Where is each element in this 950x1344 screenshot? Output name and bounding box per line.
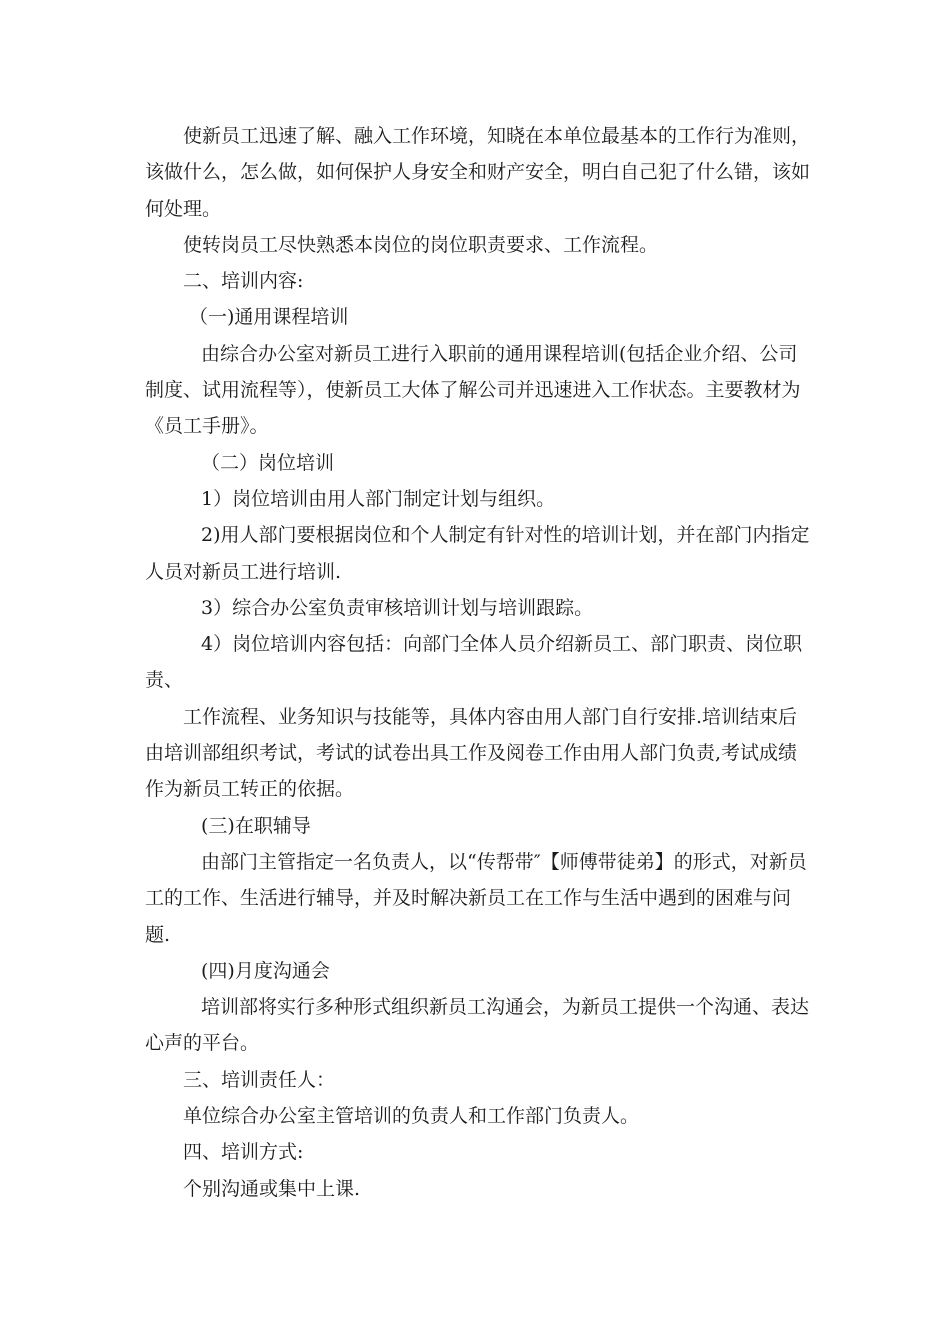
heading-training-method: 四、培训方式: [183, 1141, 304, 1164]
paragraph-position-item-4-cont: 工作流程、业务知识与技能等，具体内容由用人部门自行安排.培训结束后由培训部组织考试，考试的试卷出具工作及阅卷工作由用人部门负责,考试成绩作为新员工转正的依据。 [145, 705, 798, 801]
heading-training-content: 二、培训内容: [183, 270, 304, 293]
heading-training-responsible: 三、培训责任人： [183, 1068, 336, 1091]
paragraph-position-item-3: 3）综合办公室负责审核培训计划与培训跟踪。 [201, 596, 594, 619]
paragraph-purpose-new-staff: 使新员工迅速了解、融入工作环境，知晓在本单位最基本的工作行为准则，该做什么，怎么做，如何保护人身安全和财产安全，明白自己犯了什么错，该如何处理。 [145, 125, 811, 220]
heading-on-job-coaching: (三)在职辅导 [201, 814, 311, 837]
document-body [145, 118, 810, 1207]
heading-general-course: （一)通用课程培训 [189, 306, 349, 329]
paragraph-purpose-transfer-staff: 使转岗员工尽快熟悉本岗位的岗位职责要求、工作流程。 [183, 233, 659, 256]
paragraph-position-item-1: 1）岗位培训由用人部门制定计划与组织。 [201, 487, 556, 510]
paragraph-training-method: 个别沟通或集中上课. [183, 1177, 361, 1200]
paragraph-monthly-meeting: 培训部将实行多种形式组织新员工沟通会，为新员工提供一个沟通、表达心声的平台。 [145, 996, 810, 1055]
paragraph-position-item-4: 4）岗位培训内容包括：向部门全体人员介绍新员工、部门职责、岗位职责、 [145, 633, 803, 692]
paragraph-position-item-2: 2)用人部门要根据岗位和个人制定有针对性的培训计划，并在部门内指定人员对新员工进行培训. [145, 524, 810, 583]
heading-position-training: （二）岗位培训 [201, 451, 335, 474]
paragraph-training-responsible: 单位综合办公室主管培训的负责人和工作部门负责人。 [183, 1105, 640, 1128]
heading-monthly-meeting: (四)月度沟通会 [201, 959, 330, 982]
paragraph-general-course: 由综合办公室对新员工进行入职前的通用课程培训(包括企业介绍、公司制度、试用流程等），使新员工大体了解公司并迅速进入工作状态。主要教材为《员工手册》。 [145, 342, 801, 438]
paragraph-on-job-coaching: 由部门主管指定一名负责人，以“传帮带″【师傅带徒弟】的形式，对新员工的工作、生活进行辅导，并及时解决新员工在工作与生活中遇到的困难与问题. [145, 850, 807, 946]
